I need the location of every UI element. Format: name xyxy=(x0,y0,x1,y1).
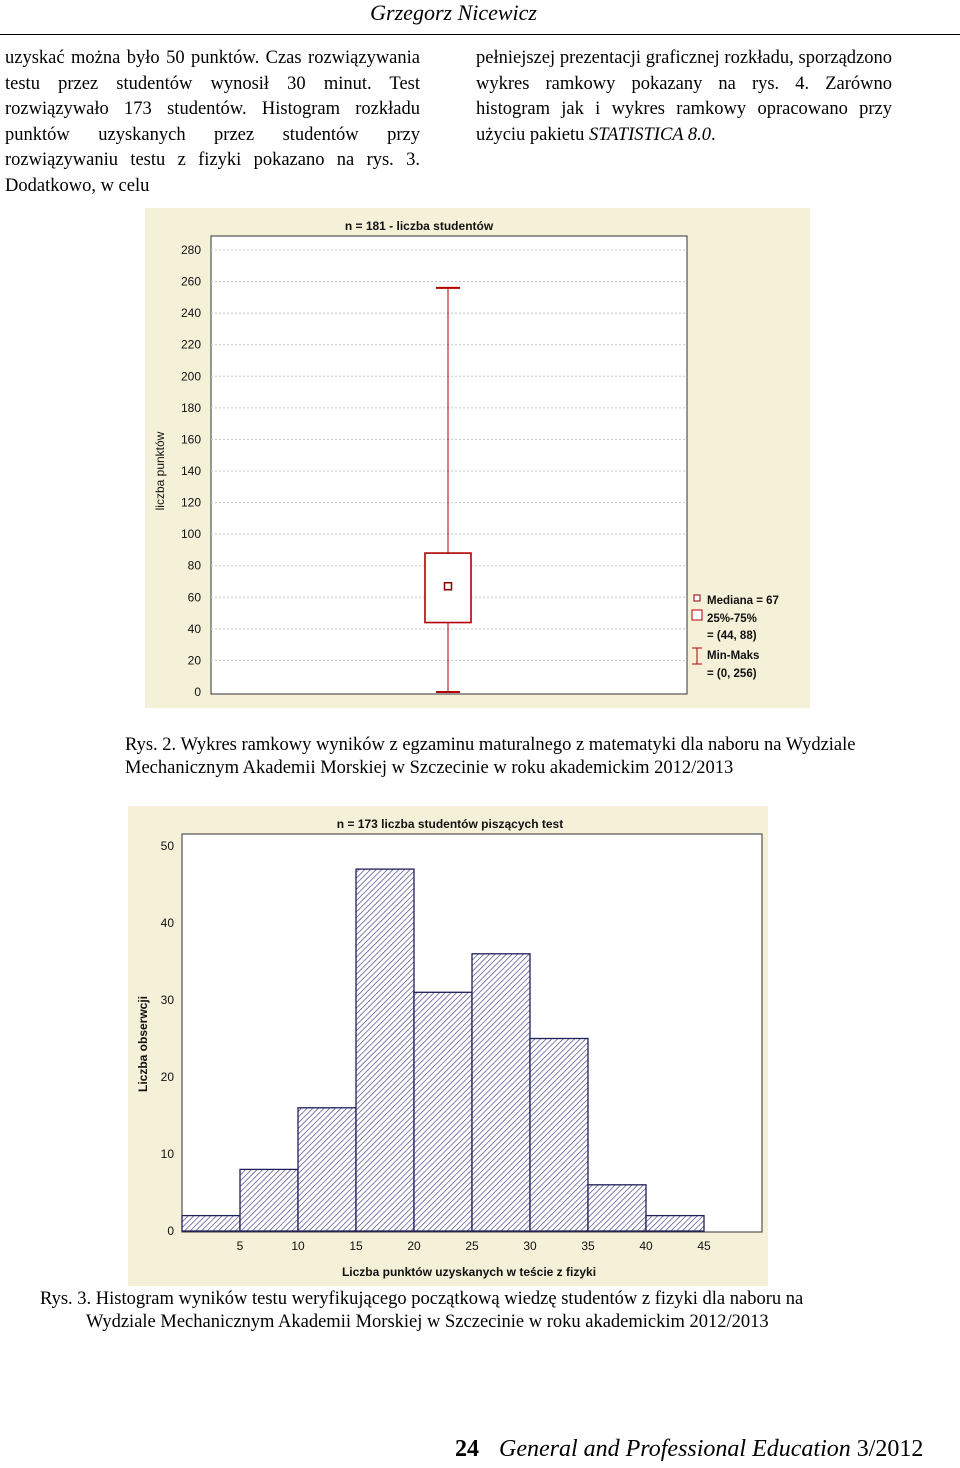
histogram-bar xyxy=(530,1039,588,1232)
legend-entry: Mediana = 67 xyxy=(707,595,779,607)
page-footer xyxy=(455,1436,923,1463)
caption-line: Wydziale Mechanicznym Akademii Morskiej w Szczecinie w roku akademickim 2012/2013 xyxy=(86,1312,769,1332)
y-tick-label: 40 xyxy=(160,916,174,930)
x-tick-label: 45 xyxy=(697,1239,711,1253)
y-tick-label: 220 xyxy=(180,337,201,352)
chart-title: n = 173 liczba studentów piszących test xyxy=(336,817,564,831)
caption-line: Rys. 3. Histogram wyników testu weryfikującego początkową wiedzę studentów z fizyki dla naboru na xyxy=(40,1289,804,1309)
legend-box-symbol xyxy=(692,610,702,620)
x-tick-label: 40 xyxy=(639,1239,653,1253)
chart-title: n = 181 - liczba studentów xyxy=(344,219,494,233)
legend-median-symbol xyxy=(694,595,700,601)
y-tick-label: 240 xyxy=(180,306,201,321)
histogram-bar xyxy=(298,1108,356,1231)
histogram-svg xyxy=(128,806,768,1286)
right-column-text-b: . xyxy=(711,124,716,145)
journal-issue: 3/2012 xyxy=(856,1436,924,1462)
x-tick-label: 10 xyxy=(291,1239,305,1253)
y-tick-label: 280 xyxy=(180,243,201,257)
x-tick-label: 15 xyxy=(349,1239,363,1253)
page-number: 24 xyxy=(455,1436,479,1462)
y-tick-label: 200 xyxy=(180,369,201,384)
median-marker xyxy=(445,583,452,590)
x-tick-label: 20 xyxy=(407,1239,421,1253)
figure-3-caption xyxy=(40,1288,940,1334)
y-tick-label: 60 xyxy=(187,590,201,605)
caption-line: Rys. 2. Wykres ramkowy wyników z egzaminu maturalnego z matematyki dla naboru na Wydziale xyxy=(125,735,856,755)
box-plot-figure xyxy=(145,208,810,708)
y-tick-label: 260 xyxy=(180,274,201,289)
left-column-paragraph: uzyskać można było 50 punktów. Czas rozwiązywania testu przez studentów wynosił 30 minut. Test rozwiązywało 173 studentów. Histogram rozkładu punktów uzyskanych przez studentów przy rozwiązywaniu testu z fizyki pokazano na rys. 3. Dodatkowo, w celu xyxy=(5,48,420,196)
legend-entry: Min-Maks xyxy=(707,650,760,662)
journal-name: General and Professional Education xyxy=(499,1436,851,1462)
right-column-paragraph xyxy=(476,46,892,148)
right-text-column xyxy=(476,46,892,148)
y-tick-label: 160 xyxy=(180,432,201,447)
y-tick-label: 180 xyxy=(180,400,201,415)
legend-entry: 25%-75% xyxy=(707,613,757,625)
legend-entry: = (44, 88) xyxy=(707,630,757,642)
y-tick-label: 20 xyxy=(160,1070,174,1084)
box-plot-svg xyxy=(145,208,810,708)
legend-entry: = (0, 256) xyxy=(707,668,757,680)
histogram-bar xyxy=(646,1216,704,1231)
y-tick-label: 80 xyxy=(187,558,201,573)
histogram-bar xyxy=(240,1169,298,1231)
x-tick-label: 5 xyxy=(236,1239,244,1253)
y-tick-label: 20 xyxy=(187,653,201,668)
figure-2-caption xyxy=(125,734,885,780)
software-name: STATISTICA 8.0 xyxy=(589,124,711,145)
x-tick-label: 25 xyxy=(465,1239,479,1253)
y-tick-label: 10 xyxy=(160,1147,174,1161)
y-tick-label: 0 xyxy=(194,685,201,699)
caption-line: Mechanicznym Akademii Morskiej w Szczecinie w roku akademickim 2012/2013 xyxy=(125,758,734,778)
y-tick-label: 140 xyxy=(180,464,201,478)
histogram-bar xyxy=(414,992,472,1231)
header-rule xyxy=(0,34,960,35)
y-tick-label: 120 xyxy=(180,495,201,510)
histogram-bar xyxy=(182,1216,240,1231)
plot-area xyxy=(211,236,687,694)
y-tick-label: 0 xyxy=(167,1224,174,1238)
running-header-author: Grzegorz Nicewicz xyxy=(370,0,537,25)
left-text-column xyxy=(5,46,420,199)
x-axis-label: Liczba punktów uzyskanych w teście z fizyki xyxy=(341,1265,597,1279)
x-tick-label: 35 xyxy=(581,1239,595,1253)
right-column-text-a: pełniejszej prezentacji graficznej rozkładu, sporządzono wykres ramkowy pokazany na rys. 4. Zarówno histogram jak i wykres ramkowy opracowano przy użyciu pakietu xyxy=(476,48,892,145)
y-tick-label: 50 xyxy=(160,839,174,853)
x-tick-label: 30 xyxy=(523,1239,537,1253)
histogram-bar xyxy=(356,869,414,1231)
y-axis-label: Liczba obserwcji xyxy=(136,995,150,1093)
histogram-bar xyxy=(588,1185,646,1231)
y-tick-label: 30 xyxy=(160,993,174,1007)
y-tick-label: 100 xyxy=(180,527,201,542)
y-axis-label: liczba punktów xyxy=(153,431,167,511)
y-tick-label: 40 xyxy=(187,621,201,636)
histogram-figure xyxy=(128,806,768,1286)
histogram-bar xyxy=(472,954,530,1231)
